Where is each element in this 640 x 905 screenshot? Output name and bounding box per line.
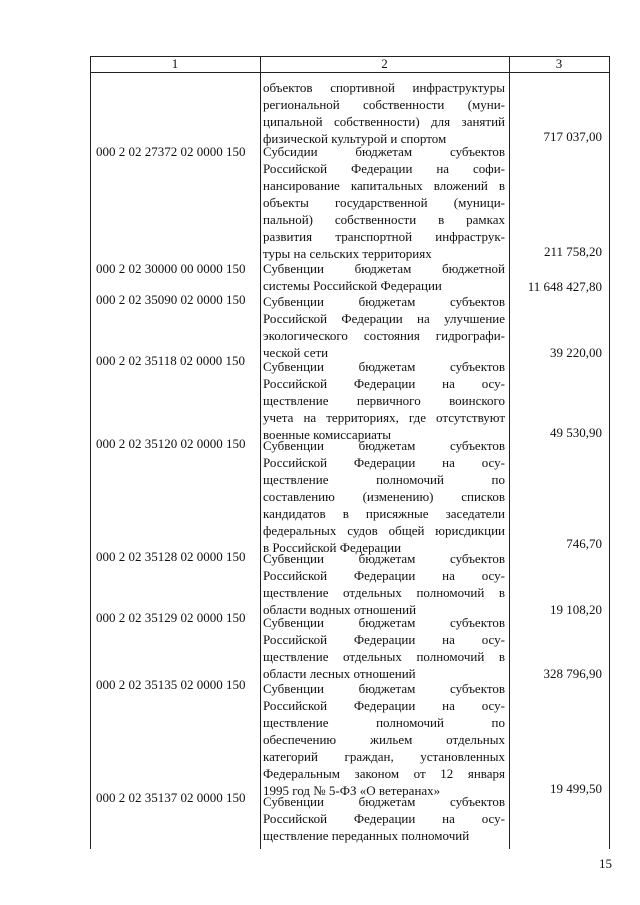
budget-code: 000 2 02 35129 02 0000 150 bbox=[96, 610, 246, 625]
description-line: ществление отдельных полномочий в bbox=[263, 585, 505, 600]
description-line: кандидатов в присяжные заседатели bbox=[263, 506, 505, 521]
description-line: Российской Федерации на осу- bbox=[263, 698, 505, 713]
description-line: Российской Федерации на осу- bbox=[263, 632, 505, 647]
description-line: объектов спортивной инфраструктуры bbox=[263, 80, 505, 95]
description-line: ществление полномочий по bbox=[263, 472, 505, 487]
amount: 746,70 bbox=[566, 536, 602, 551]
amount: 19 499,50 bbox=[550, 781, 602, 796]
amount: 717 037,00 bbox=[543, 129, 602, 144]
budget-code: 000 2 02 35135 02 0000 150 bbox=[96, 677, 246, 692]
description-line: физической культурой и спортом bbox=[263, 131, 447, 146]
amount: 39 220,00 bbox=[550, 345, 602, 360]
budget-code: 000 2 02 35137 02 0000 150 bbox=[96, 790, 246, 805]
column-header-3: 3 bbox=[555, 56, 563, 71]
description-line: в Российской Федерации bbox=[263, 540, 402, 555]
column-header-1: 1 bbox=[171, 56, 179, 71]
description-line: Субсидии бюджетам субъектов bbox=[263, 144, 505, 159]
description-line: федеральных судов общей юрисдикции bbox=[263, 523, 505, 538]
budget-code: 000 2 02 27372 02 0000 150 bbox=[96, 144, 246, 159]
page-number: 15 bbox=[599, 856, 612, 871]
description-line: объекты государственной (муници- bbox=[263, 195, 505, 210]
description-line: Субвенции бюджетам субъектов bbox=[263, 359, 505, 374]
description-line: категорий граждан, установленных bbox=[263, 749, 505, 764]
table-left-border bbox=[90, 56, 91, 849]
amount: 49 530,90 bbox=[550, 425, 602, 440]
description-line: военные комиссариаты bbox=[263, 427, 392, 442]
column-divider-2 bbox=[509, 56, 510, 849]
description-line: Субвенции бюджетам субъектов bbox=[263, 794, 505, 809]
description-line: Российской Федерации на осу- bbox=[263, 376, 505, 391]
amount: 328 796,90 bbox=[543, 666, 602, 681]
budget-code: 000 2 02 35090 02 0000 150 bbox=[96, 292, 246, 307]
description-line: ческой сети bbox=[263, 345, 329, 360]
description-line: Российской Федерации на осу- bbox=[263, 811, 505, 826]
description-line: Российской Федерации на софи- bbox=[263, 161, 505, 176]
description-line: Субвенции бюджетам субъектов bbox=[263, 551, 505, 566]
description-line: Субвенции бюджетам бюджетной bbox=[263, 261, 505, 276]
budget-code: 000 2 02 35120 02 0000 150 bbox=[96, 436, 246, 451]
description-line: Субвенции бюджетам субъектов bbox=[263, 615, 505, 630]
amount: 19 108,20 bbox=[550, 602, 602, 617]
description-line: развития транспортной инфраструк- bbox=[263, 229, 505, 244]
description-line: 1995 год № 5-ФЗ «О ветеранах» bbox=[263, 783, 441, 798]
budget-code: 000 2 02 35118 02 0000 150 bbox=[96, 353, 246, 368]
budget-code: 000 2 02 30000 00 0000 150 bbox=[96, 261, 246, 276]
column-header-2: 2 bbox=[381, 56, 388, 71]
budget-code: 000 2 02 35128 02 0000 150 bbox=[96, 549, 246, 564]
description-line: Субвенции бюджетам субъектов bbox=[263, 681, 505, 696]
description-line: области лесных отношений bbox=[263, 666, 416, 681]
description-line: Федеральным законом от 12 января bbox=[263, 766, 505, 781]
table-right-border bbox=[609, 56, 610, 849]
description-line: региональной собственности (муни- bbox=[263, 97, 505, 112]
amount: 211 758,20 bbox=[543, 244, 602, 259]
description-line: экологического состояния гидрографи- bbox=[263, 328, 505, 343]
description-line: ципальной собственности) для занятий bbox=[263, 114, 505, 129]
description-line: Российской Федерации на осу- bbox=[263, 568, 505, 583]
amount: 11 648 427,80 bbox=[527, 279, 602, 294]
description-line: Субвенции бюджетам субъектов bbox=[263, 438, 505, 453]
description-line: пальной) собственности в рамках bbox=[263, 212, 505, 227]
header-separator bbox=[90, 72, 609, 73]
description-line: нансирование капитальных вложений в bbox=[263, 178, 505, 193]
description-line: системы Российской Федерации bbox=[263, 278, 442, 293]
description-line: учета на территориях, где отсутствуют bbox=[263, 410, 505, 425]
description-line: ществление переданных полномочий bbox=[263, 828, 470, 843]
description-line: ществление полномочий по bbox=[263, 715, 505, 730]
description-line: Российской Федерации на улучшение bbox=[263, 311, 505, 326]
description-line: обеспечению жильем отдельных bbox=[263, 732, 505, 747]
description-line: Субвенции бюджетам субъектов bbox=[263, 294, 505, 309]
description-line: ществление первичного воинского bbox=[263, 393, 505, 408]
description-line: составлению (изменению) списков bbox=[263, 489, 505, 504]
column-divider-1 bbox=[260, 56, 261, 849]
description-line: туры на сельских территориях bbox=[263, 246, 432, 261]
description-line: области водных отношений bbox=[263, 602, 417, 617]
description-line: ществление отдельных полномочий в bbox=[263, 649, 505, 664]
description-line: Российской Федерации на осу- bbox=[263, 455, 505, 470]
